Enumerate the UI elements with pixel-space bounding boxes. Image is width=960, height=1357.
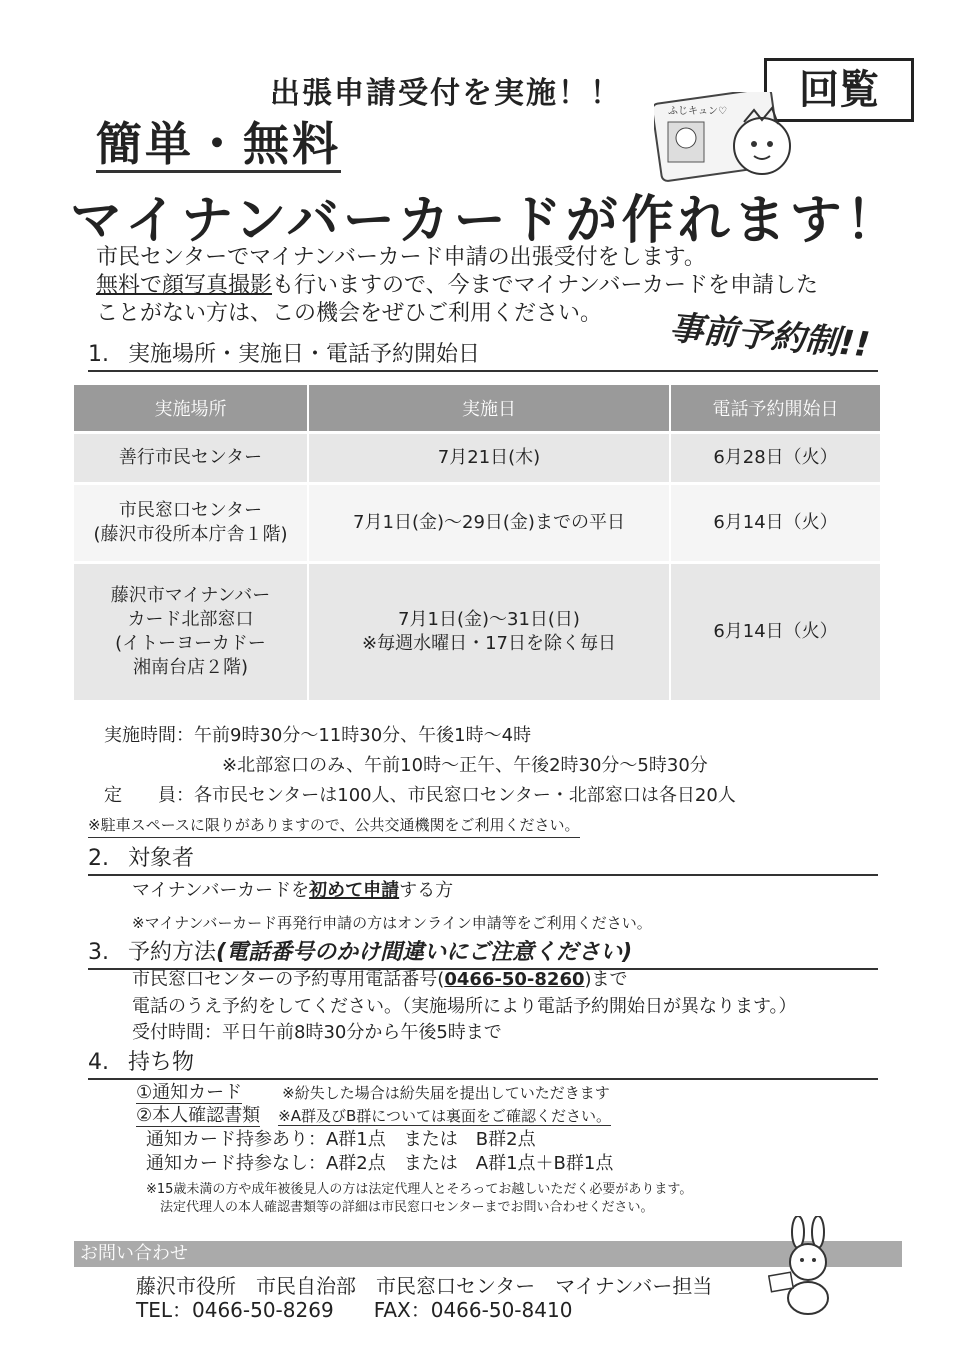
reserve-pre: 市民窓口センターの予約専用電話番号( [132,969,445,990]
place-line: (イトーヨーカドー [115,633,266,654]
reserve-post: )まで [584,969,628,990]
guardian-note-2: 法定代理人の本人確認書類等の詳細は市民窓口センターまでお問い合わせください。 [160,1200,654,1215]
section-3-heading [88,938,878,970]
contact-tel: TEL：0466-50-8269 [136,1298,334,1322]
row-start: 6月14日（火） [670,484,880,563]
item-1-label: ①通知カード [136,1082,243,1103]
place-line: (藤沢市役所本庁舎１階) [93,524,288,545]
section-3-warning: (電話番号のかけ間違いにご注意ください) [216,940,633,965]
hours-text: 実施時間：午前9時30分～11時30分、午後1時～4時 [104,725,532,746]
section-3-title: 予約方法 [128,940,217,965]
date-line: 7月1日(金)～31日(日) [398,609,580,630]
date-line: ※毎週水曜日・17日を除く毎日 [362,633,616,654]
card-label: ふじキュン♡ [668,106,727,117]
section-2-number: 2. [88,846,109,871]
col-header-start: 電話予約開始日 [670,385,880,433]
item-2-label: ②本人確認書類 [136,1105,261,1126]
intro-line-2 [96,272,886,300]
row-start: 6月28日（火） [670,433,880,484]
subtitle-heading: 簡単・無料 [96,117,341,171]
rabbit-mascot-icon [768,1216,848,1318]
date-line: 7月1日(金)～29日(金)までの平日 [353,512,625,533]
item-2-note: ※A群及びB群については裏面をご確認ください。 [278,1107,611,1125]
reserve-line-3: 受付時間：平日午前8時30分から午後5時まで [132,1022,502,1043]
first-apply-emphasis: 初めて申請 [309,880,400,901]
reservation-badge: 事前予約制!! [667,307,872,366]
contact-phones [136,1294,572,1323]
section-1-number: 1. [88,342,109,367]
table-row [74,433,880,484]
with-card-text: 通知カード持参あり：A群1点 または B群2点 [146,1129,536,1150]
reserve-line-2: 電話のうえ予約をしてください。（実施場所により電話予約開始日が異なります。） [132,996,797,1017]
section-4-title: 持ち物 [128,1050,195,1075]
mascot-card-illustration [654,92,804,182]
table-row [74,563,880,701]
section-3-number: 3. [88,940,109,965]
reserve-phone: 0466-50-8260 [444,969,585,990]
row-date [308,433,670,484]
section-1-heading [88,340,878,372]
item-1-note: ※紛失した場合は紛失届を提出していただきます [282,1084,610,1102]
main-title: マイナンバーカードが作れます！ [70,191,902,251]
row-date [308,563,670,701]
place-line: 市民窓口センター [118,500,263,521]
capacity-text: 定 員：各市民センターは100人、市民窓口センター・北部窓口は各日20人 [104,785,736,806]
without-card-text: 通知カード持参なし：A群2点 または A群1点＋B群1点 [146,1153,614,1174]
intro-line-1: 市民センターでマイナンバーカード申請の出張受付をします。 [96,245,706,270]
contact-fax: FAX：0466-50-8410 [373,1298,573,1322]
kicker-heading: 出張申請受付を実施！！ [270,76,622,111]
row-place [74,484,308,563]
place-line: 善行市民センター [118,447,263,468]
section-2-heading [88,844,878,876]
target-post: する方 [399,880,454,901]
date-line: 7月21日(木) [437,447,541,468]
free-photo-emphasis: 無料で顔写真撮影 [96,273,273,298]
contact-org: 藤沢市役所 市民自治部 市民窓口センター マイナンバー担当 [136,1274,713,1298]
row-place [74,433,308,484]
inquiry-bar: お問い合わせ [74,1241,902,1267]
target-text [132,879,453,903]
target-note: ※マイナンバーカード再発行申請の方はオンライン申請等をご利用ください。 [132,914,652,932]
target-pre: マイナンバーカードを [132,880,310,901]
col-header-date: 実施日 [308,385,670,433]
item-2 [136,1104,611,1128]
intro-line-3: ことがない方は、この機会をぜひご利用ください。 [96,301,603,326]
row-start: 6月14日（火） [670,563,880,701]
place-line: 湘南台店２階) [132,657,249,678]
section-1-title: 実施場所・実施日・電話予約開始日 [128,342,481,367]
item-1 [136,1081,610,1105]
row-date [308,484,670,563]
hours-north-text: ※北部窓口のみ、午前10時～正午、午後2時30分～5時30分 [222,755,708,776]
place-line: 藤沢市マイナンバー [110,585,271,606]
section-4-heading [88,1048,878,1080]
section-4-number: 4. [88,1050,109,1075]
kairan-box: 回覧 [764,58,914,122]
intro-line-2-rest: も行いますので、今までマイナンバーカードを申請した [272,273,819,298]
parking-note: ※駐車スペースに限りがありますので、公共交通機関をご利用ください。 [88,813,580,838]
table-row [74,484,880,563]
row-place [74,563,308,701]
col-header-place: 実施場所 [74,385,308,433]
section-2-title: 対象者 [128,846,195,871]
schedule-table [74,385,880,700]
table-header-row [74,385,880,433]
guardian-note-1: ※15歳未満の方や成年被後見人の方は法定代理人とそろってお越しいただく必要があります。 [146,1182,693,1197]
place-line: カード北部窓口 [127,609,254,630]
reserve-line-1 [132,968,628,992]
